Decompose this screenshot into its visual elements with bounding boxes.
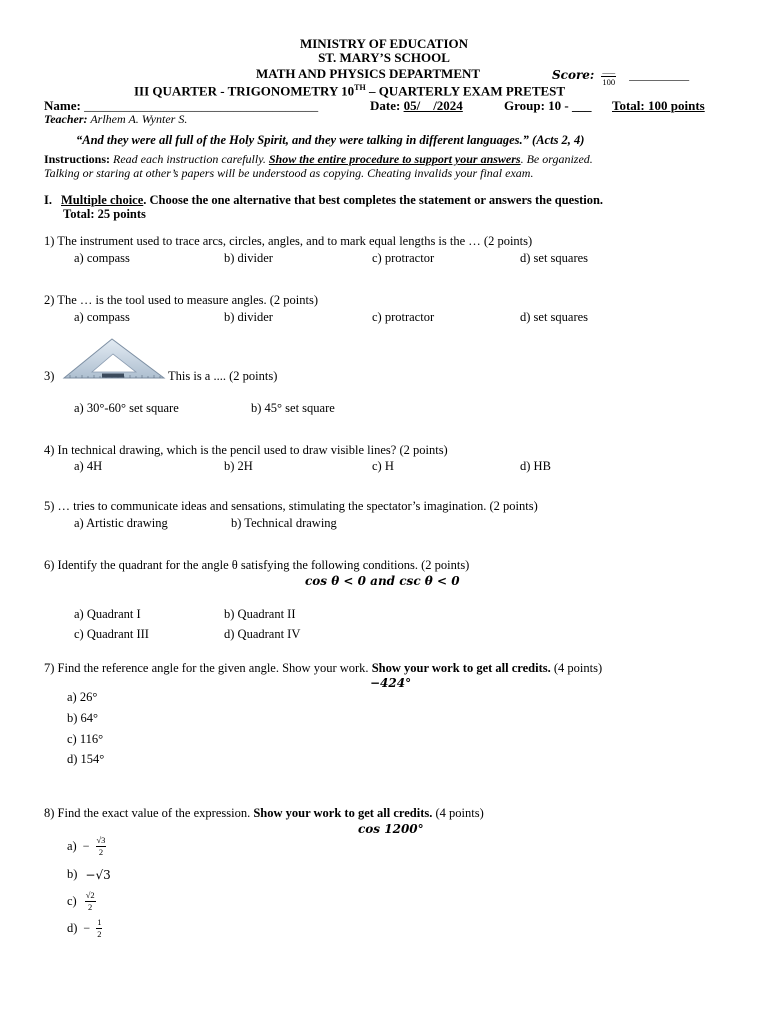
q8-points: (4 points) bbox=[432, 806, 484, 820]
q1-option-c[interactable]: c) protractor bbox=[372, 251, 435, 265]
q8-option-a-label: a) bbox=[67, 838, 77, 853]
q1-option-b[interactable]: b) divider bbox=[224, 251, 273, 265]
q4-option-a[interactable]: a) 4H bbox=[74, 459, 103, 473]
exam-title bbox=[134, 83, 565, 99]
question-2-text: 2) The … is the tool used to measure angles. (2 points) bbox=[44, 293, 319, 307]
q7-emphasis: Show your work to get all credits. bbox=[371, 661, 551, 675]
teacher-name: Arlhem A. Wynter S. bbox=[87, 112, 188, 126]
instructions-line-1 bbox=[44, 152, 593, 167]
q5-option-a[interactable]: a) Artistic drawing bbox=[74, 516, 168, 530]
section-total: Total: 25 points bbox=[63, 207, 146, 221]
q6-option-d[interactable]: d) Quadrant IV bbox=[224, 627, 301, 641]
question-3-text: This is a .... (2 points) bbox=[168, 369, 278, 383]
q8-option-c-label: c) bbox=[67, 893, 77, 908]
q7-angle: −424° bbox=[370, 676, 412, 690]
q7-text: 7) Find the reference angle for the given angle. Show your work. bbox=[44, 661, 372, 675]
q8-option-b-label: b) bbox=[67, 867, 78, 881]
q8-text: 8) Find the exact value of the expression. bbox=[44, 806, 254, 820]
exam-title-rest: – QUARTERLY EXAM PRETEST bbox=[365, 83, 566, 99]
q8-option-d-label: d) bbox=[67, 920, 78, 935]
q1-option-a[interactable]: a) compass bbox=[74, 251, 130, 265]
q8-option-d-sign: − bbox=[83, 920, 91, 935]
q6-option-c[interactable]: c) Quadrant III bbox=[74, 627, 149, 641]
exam-title-sup: TH bbox=[354, 83, 366, 92]
name-label: Name: bbox=[44, 98, 85, 113]
question-6-text: 6) Identify the quadrant for the angle θ satisfying the following conditions. (2 points) bbox=[44, 558, 470, 572]
teacher-label: Teacher: bbox=[44, 112, 88, 126]
q7-points: (4 points) bbox=[550, 661, 603, 675]
instructions-text: Read each instruction carefully. bbox=[110, 152, 269, 166]
department-name: MATH AND PHYSICS DEPARTMENT bbox=[256, 66, 481, 81]
teacher-row bbox=[44, 112, 187, 127]
q8-option-b-value: −√3 bbox=[85, 867, 111, 882]
date-value: 05/__/2024 bbox=[403, 98, 463, 113]
q7-option-b[interactable]: b) 64° bbox=[67, 711, 99, 725]
q8-option-a-fraction: $\frac{√3}{2}$ bbox=[96, 835, 106, 857]
q2-option-b[interactable]: b) divider bbox=[224, 310, 273, 324]
instructions-line-2: Talking or staring at other’s papers will be understood as copying. Cheating invalids your final exam. bbox=[44, 166, 534, 180]
bible-quote: “And they were all full of the Holy Spirit, and they were talking in different languages.” (Acts 2, 4) bbox=[76, 133, 585, 147]
q8-option-b[interactable] bbox=[67, 867, 111, 882]
group-field[interactable]: Group: 10 - ___ bbox=[504, 98, 592, 113]
q8-option-d[interactable] bbox=[67, 918, 102, 938]
section-heading: Multiple choice bbox=[61, 193, 144, 207]
q3-option-b[interactable]: b) 45° set square bbox=[251, 401, 335, 415]
q6-option-b[interactable]: b) Quadrant II bbox=[224, 607, 296, 621]
q2-option-a[interactable]: a) compass bbox=[74, 310, 130, 324]
question-7-text bbox=[44, 661, 602, 676]
q4-option-b[interactable]: b) 2H bbox=[224, 459, 253, 473]
question-1-text: 1) The instrument used to trace arcs, circles, angles, and to mark equal lengths is the … (2 points) bbox=[44, 234, 533, 248]
q8-option-d-fraction: $\frac{1}{2}$ bbox=[97, 917, 102, 939]
question-4-text: 4) In technical drawing, which is the pencil used to draw visible lines? (2 points) bbox=[44, 443, 448, 457]
q2-option-c[interactable]: c) protractor bbox=[372, 310, 435, 324]
section-number: I. bbox=[44, 193, 52, 207]
set-square-image bbox=[62, 336, 166, 382]
score-numerator: ___ bbox=[602, 65, 616, 75]
question-5-text: 5) … tries to communicate ideas and sensations, stimulating the spectator’s imagination. (2 points) bbox=[44, 499, 538, 513]
q8-option-a-sign: − bbox=[82, 838, 90, 853]
q6-option-a[interactable]: a) Quadrant I bbox=[74, 607, 141, 621]
q7-option-a[interactable]: a) 26° bbox=[67, 690, 98, 704]
instructions-emphasis: Show the entire procedure to support your answers bbox=[268, 152, 521, 166]
score-label: Score: bbox=[552, 67, 595, 82]
name-field[interactable]: ____________________________________ bbox=[84, 98, 319, 113]
q7-option-d[interactable]: d) 154° bbox=[67, 752, 105, 766]
q8-option-c[interactable] bbox=[67, 891, 96, 911]
q7-option-c[interactable]: c) 116° bbox=[67, 732, 104, 746]
section-description: . Choose the one alternative that best completes the statement or answers the question. bbox=[143, 193, 604, 207]
date-label: Date: bbox=[370, 98, 404, 113]
question-3-number: 3) bbox=[44, 369, 55, 383]
ministry-title: MINISTRY OF EDUCATION bbox=[299, 36, 469, 51]
score-denominator: 100 bbox=[602, 76, 616, 87]
exam-title-main: III QUARTER - TRIGONOMETRY 10 bbox=[134, 83, 355, 99]
q3-option-a[interactable]: a) 30°-60° set square bbox=[74, 401, 179, 415]
q4-option-c[interactable]: c) H bbox=[372, 459, 394, 473]
question-8-text bbox=[44, 806, 484, 821]
q8-emphasis: Show your work to get all credits. bbox=[253, 806, 433, 820]
date-field[interactable] bbox=[370, 98, 463, 114]
q4-option-d[interactable]: d) HB bbox=[520, 459, 551, 473]
total-points: Total: 100 points bbox=[612, 98, 705, 113]
q8-option-c-fraction: $\frac{√2}{2}$ bbox=[85, 890, 95, 912]
q1-option-d[interactable]: d) set squares bbox=[520, 251, 589, 265]
instructions-text-end: . Be organized. bbox=[520, 152, 593, 166]
section-title bbox=[44, 193, 603, 208]
q6-condition: cos θ < 0 and csc θ < 0 bbox=[305, 574, 460, 588]
score-fraction bbox=[601, 66, 616, 86]
q5-option-b[interactable]: b) Technical drawing bbox=[231, 516, 337, 530]
score-field bbox=[552, 66, 689, 86]
q2-option-d[interactable]: d) set squares bbox=[520, 310, 589, 324]
score-line: __________ bbox=[629, 67, 690, 82]
q8-expression: cos 1200° bbox=[358, 822, 424, 836]
instructions-label: Instructions: bbox=[44, 152, 111, 166]
school-name: ST. MARY’S SCHOOL bbox=[318, 50, 450, 65]
q8-option-a[interactable] bbox=[67, 836, 106, 856]
